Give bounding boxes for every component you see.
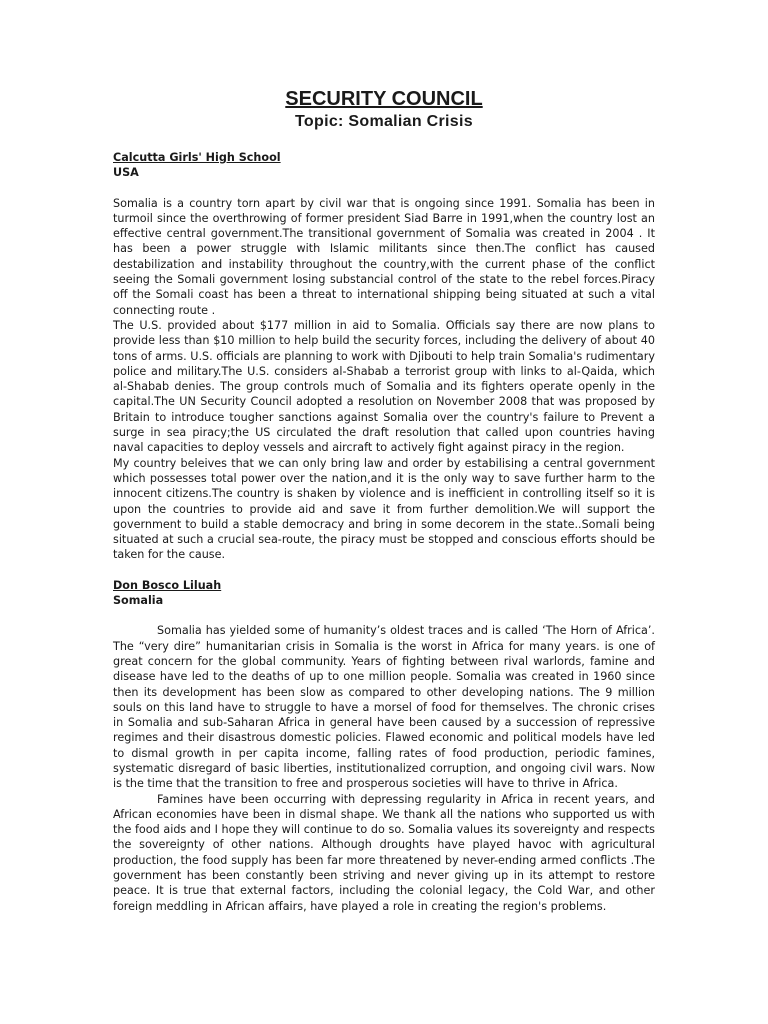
country-name: USA xyxy=(113,166,139,180)
school-name: Don Bosco Liluah xyxy=(113,578,222,592)
paragraph: Famines have been occurring with depressing regularity in Africa in recent years, and African economies have been in dismal shape. We thank all the nations who supported us with the food aids and I hope they will continue to do so. Somalia values its sovereignty and respects the sovereignty of other nations. Although droughts have played havoc with agricultural production, the food supply has been far more threatened by never-ending armed conflicts .The government has been constantly been striving and never giving up in its attempt to restore peace. It is true that external factors, including the colonial legacy, the Cold War, and other foreign meddling in African affairs, have played a role in creating the region's problems. xyxy=(113,792,655,913)
country-name: Somalia xyxy=(113,594,164,608)
school-name: Calcutta Girls' High School xyxy=(113,151,281,164)
section-usa xyxy=(113,150,655,563)
paragraph: Somalia is a country torn apart by civil war that is ongoing since 1991. Somalia has been in turmoil since the overthrowing of former president Siad Barre in 1991,when the country lost an effective central government.The transitional government of Somalia was created in 2004 . It has been a power struggle with Islamic militants since then.The conflict has caused destabilization and instability throughout the country,with the current phase of the conflict seeing the Somali government losing substancial control of the state to the rebel forces.Piracy off the Somali coast has been a threat to international shipping being situated at such a vital connecting route . xyxy=(113,196,655,317)
paragraph: My country beleives that we can only bring law and order by estabilising a central government which possesses total power over the nation,and it is the only way to save further harm to the innocent citizens.The country is shaken by violence and is inefficient in controlling itself so it is upon the countries to provide aid and save it from further demolition.We will support the government to build a stable democracy and bring in some decorem in the state..Somali being situated at such a crucial sea-route, the piracy must be stopped and conscious efforts should be taken for the cause. xyxy=(113,456,655,562)
paragraph: The U.S. provided about $177 million in aid to Somalia. Officials say there are now plans to provide less than $10 million to help build the security forces, including the delivery of about 40 tons of arms. U.S. officials are planning to work with Djibouti to help train Somalia's rudimentary police and military.The U.S. considers al-Shabab a terrorist group with links to al-Qaida, which al-Shabab denies. The group controls much of Somalia and its fighters operate openly in the capital.The UN Security Council adopted a resolution on November 2008 that was proposed by Britain to introduce tougher sanctions against Somalia over the country's failure to Prevent a surge in sea piracy;the US circulated the draft resolution that called upon countries having naval capacities to deploy vessels and aircraft to actively fight against piracy in the region. xyxy=(113,318,655,455)
section-somalia xyxy=(113,578,655,914)
paragraph: Somalia has yielded some of humanity’s oldest traces and is called ‘The Horn of Africa’. The “very dire” humanitarian crisis in Somalia is the worst in Africa for many years. is one of great concern for the global community. Years of fighting between rival warlords, famine and disease have led to the deaths of up to one million people. Somalia was created in 1960 since then its development has been slow as compared to other developing nations. The 9 million souls on this land have to struggle to have a morsel of food for themselves. The chronic crises in Somalia and sub-Saharan Africa in general have been caused by a succession of repressive regimes and their disastrous domestic policies. Flawed economic and political models have led to dismal growth in per capita income, falling rates of food production, periodic famines, systematic disregard of basic liberties, institutionalized corruption, and ongoing civil wars. Now is the time that the transition to free and prosperous societies will have to thrive in Africa. xyxy=(113,624,655,791)
document-title: SECURITY COUNCIL xyxy=(285,88,483,110)
document-body xyxy=(113,150,655,914)
document-topic: Topic: Somalian Crisis xyxy=(295,113,473,130)
